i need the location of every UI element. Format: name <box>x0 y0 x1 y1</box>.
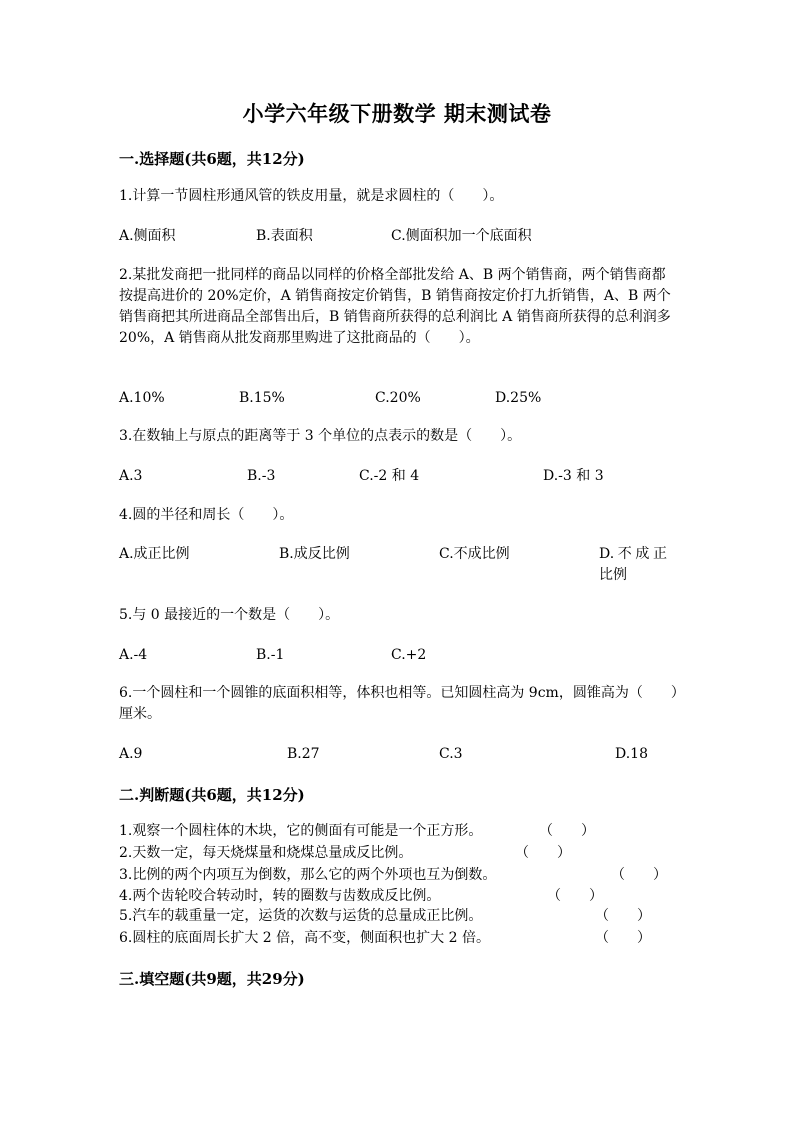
option-a: A.成正比例 <box>119 546 190 562</box>
option-b: B.-3 <box>247 468 276 484</box>
option-c: C.侧面积加一个底面积 <box>391 228 532 244</box>
answer-bracket: （ ） <box>611 867 667 883</box>
judge-item-6 <box>119 928 651 948</box>
answer-bracket: （ ） <box>515 845 571 861</box>
judge-item-3 <box>119 865 667 885</box>
judge-item-5 <box>119 906 651 926</box>
option-c: C.不成比例 <box>439 546 510 562</box>
question-choice-1: 1.计算一节圆柱形通风管的铁皮用量，就是求圆柱的（ ）。 <box>119 188 504 204</box>
options-choice-6 <box>119 744 679 765</box>
judge-item-2 <box>119 843 571 863</box>
option-b: B.成反比例 <box>279 546 350 562</box>
options-choice-5 <box>119 645 679 666</box>
option-b: B.15% <box>239 390 285 406</box>
option-a: A.-4 <box>119 647 148 663</box>
judge-text: 4.两个齿轮咬合转动时，转的圈数与齿数成反比例。 <box>119 888 441 904</box>
option-b: B.表面积 <box>256 228 313 244</box>
answer-bracket: （ ） <box>595 908 651 924</box>
option-b: B.-1 <box>256 647 285 663</box>
option-c: C.3 <box>439 746 463 762</box>
options-choice-1 <box>119 226 679 247</box>
options-choice-2 <box>119 388 679 409</box>
section-heading-choice: 一.选择题(共6题，共12分) <box>119 150 305 168</box>
option-b: B.27 <box>287 746 320 762</box>
page-title: 小学六年级下册数学 期末测试卷 <box>242 101 552 126</box>
judge-text: 1.观察一个圆柱体的木块，它的侧面有可能是一个正方形。 <box>119 823 483 839</box>
question-choice-3: 3.在数轴上与原点的距离等于 3 个单位的点表示的数是（ ）。 <box>119 428 522 444</box>
question-choice-2: 2.某批发商把一批同样的商品以同样的价格全部批发给 A、B 两个销售商，两个销售商都按提高进价的 20%定价，A 销售商按定价销售，B 销售商按定价打九折销售，A、B 两个销售商把其所进商品全部售出后，B 销售商所获得的总利润比 A 销售商所获得的总利润多 20%，A 销售商从批发商那里购进了这批商品的（ ）。 <box>119 267 671 346</box>
option-d: D.不成正比例 <box>599 546 667 583</box>
option-c: C.20% <box>375 390 421 406</box>
question-choice-5: 5.与 0 最接近的一个数是（ ）。 <box>119 607 340 623</box>
option-a: A.侧面积 <box>119 228 176 244</box>
question-choice-6: 6.一个圆柱和一个圆锥的底面积相等，体积也相等。已知圆柱高为 9cm，圆锥高为（ ）厘米。 <box>119 685 678 722</box>
judge-text: 6.圆柱的底面周长扩大 2 倍，高不变，侧面积也扩大 2 倍。 <box>119 930 490 946</box>
section-heading-fill: 三.填空题(共9题，共29分) <box>119 970 305 988</box>
answer-bracket: （ ） <box>547 888 603 904</box>
options-choice-3 <box>119 466 679 487</box>
option-a: A.10% <box>119 390 165 406</box>
option-d: D.18 <box>615 746 648 762</box>
option-d: D.-3 和 3 <box>543 468 604 484</box>
judge-text: 2.天数一定，每天烧煤量和烧煤总量成反比例。 <box>119 845 413 861</box>
judge-item-1 <box>119 821 595 841</box>
judge-text: 5.汽车的载重量一定，运货的次数与运货的总量成正比例。 <box>119 908 483 924</box>
option-c: C.-2 和 4 <box>359 468 420 484</box>
options-choice-4 <box>119 544 679 586</box>
option-c: C.+2 <box>391 647 427 663</box>
judge-item-4 <box>119 886 603 906</box>
section-heading-judge: 二.判断题(共6题，共12分) <box>119 786 305 804</box>
judge-text: 3.比例的两个内项互为倒数，那么它的两个外项也互为倒数。 <box>119 867 497 883</box>
option-a: A.9 <box>119 746 143 762</box>
option-d: D.25% <box>495 390 542 406</box>
option-a: A.3 <box>119 468 143 484</box>
answer-bracket: （ ） <box>539 823 595 839</box>
answer-bracket: （ ） <box>595 930 651 946</box>
question-choice-4: 4.圆的半径和周长（ ）。 <box>119 507 294 523</box>
